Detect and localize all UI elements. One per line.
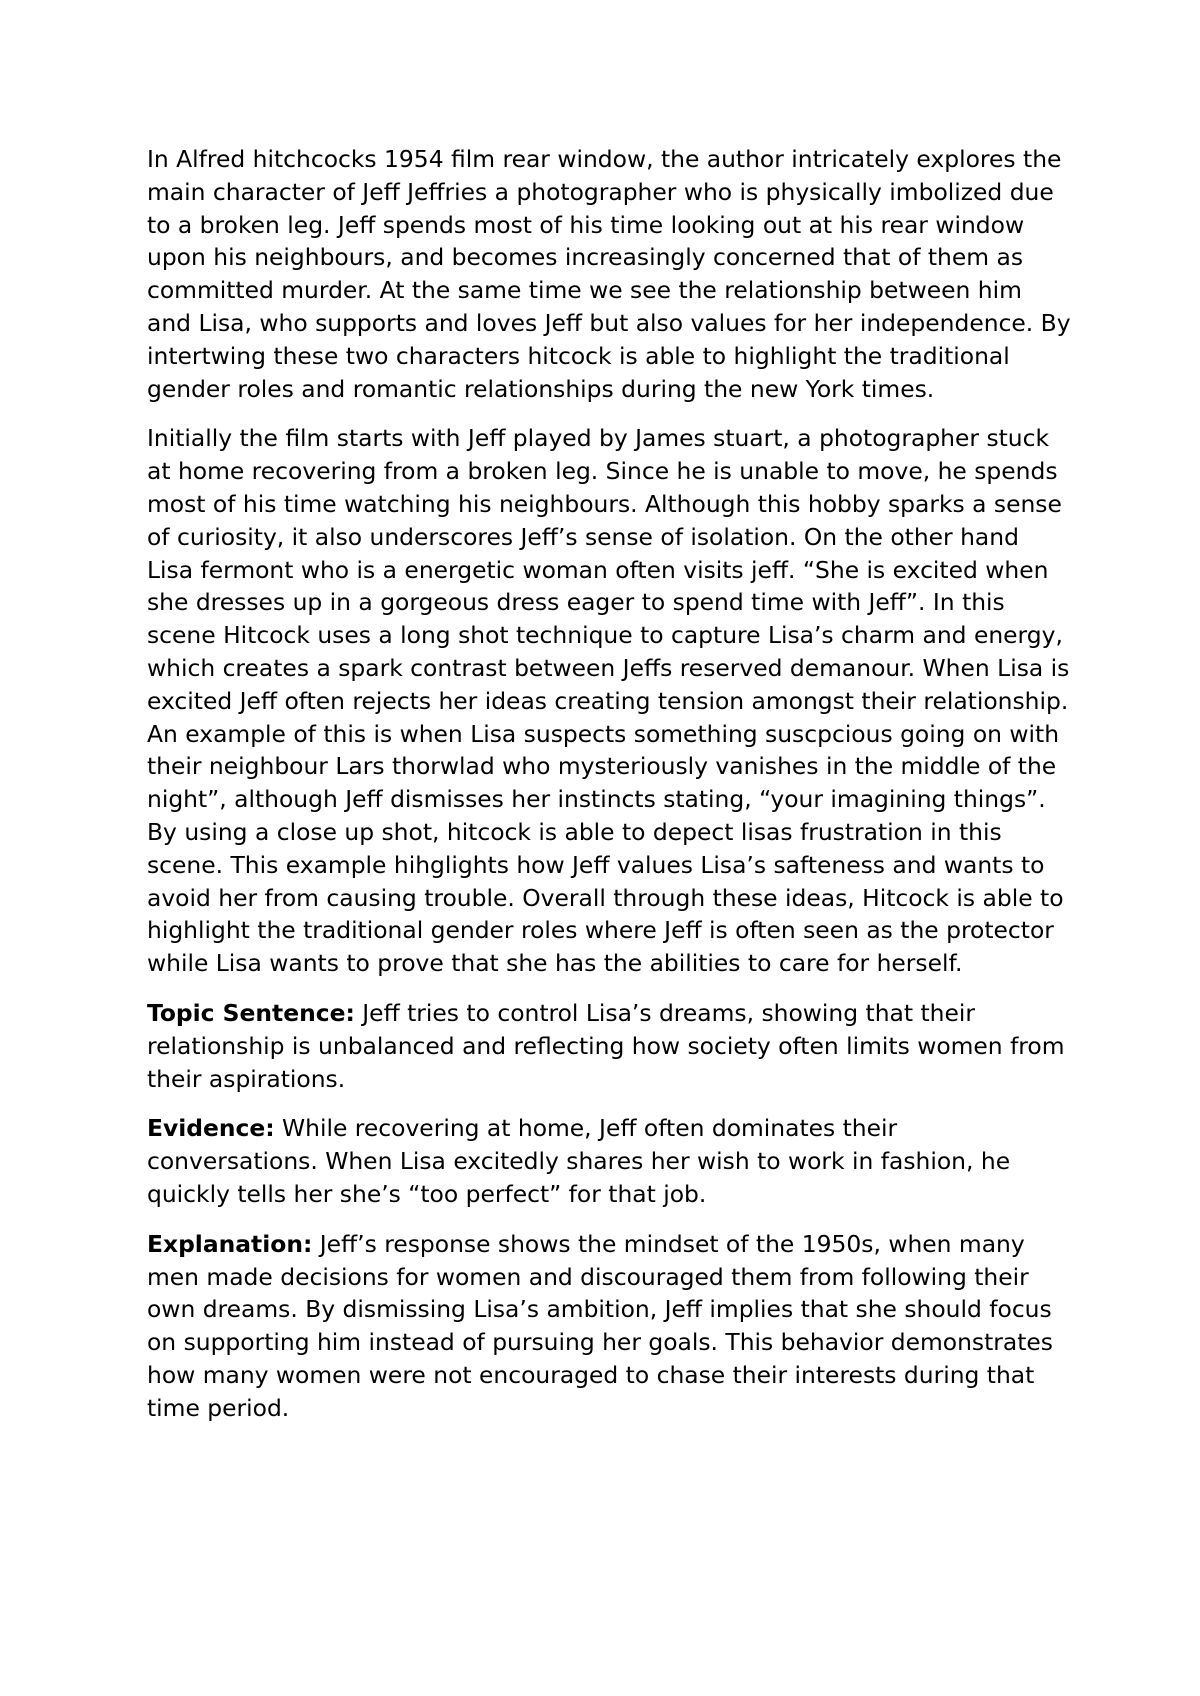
explanation-text: Jeff’s response shows the mindset of the 1950s, when many men made decisions for women and discouraged them from following their own dreams. By dismissing Lisa’s ambition, Jeff implies that she should focus on supporting him instead of pursuing her goals. This behavior demonstrates how many women were not encouraged to chase their interests during that time period. xyxy=(147,1229,1053,1422)
document-body xyxy=(147,143,1072,1441)
evidence-label: Evidence: xyxy=(147,1114,275,1143)
evidence-paragraph xyxy=(147,1112,1072,1210)
explanation-label: Explanation: xyxy=(147,1229,313,1258)
body-paragraph: Initially the film starts with Jeff played by James stuart, a photographer stuck at home recovering from a broken leg. Since he is unable to move, he spends most of his time watching his neighbours. Although this hobby sparks a sense of curiosity, it also underscores Jeff’s sense of isolation. On the other hand Lisa fermont who is a energetic woman often visits jeff. “She is excited when she dresses up in a gorgeous dress eager to spend time with Jeff”. In this scene Hitcock uses a long shot technique to capture Lisa’s charm and energy, which creates a spark contrast between Jeffs reserved demanour. When Lisa is excited Jeff often rejects her ideas creating tension amongst their relationship. An example of this is when Lisa suspects something suscpcious going on with their neighbour Lars thorwlad who mysteriously vanishes in the middle of the night”, although Jeff dismisses her instincts stating, “your imagining things”. By using a close up shot, hitcock is able to depect lisas frustration in this scene. This example hihglights how Jeff values Lisa’s safteness and wants to avoid her from causing trouble. Overall through these ideas, Hitcock is able to highlight the traditional gender roles where Jeff is often seen as the protector while Lisa wants to prove that she has the abilities to care for herself. xyxy=(147,424,1070,978)
topic-sentence-text: Jeff tries to control Lisa’s dreams, showing that their relationship is unbalanced and reflecting how society often limits women from their aspirations. xyxy=(147,998,1065,1093)
topic-sentence-paragraph xyxy=(147,997,1072,1095)
topic-sentence-label: Topic Sentence: xyxy=(147,998,355,1027)
explanation-paragraph xyxy=(147,1228,1072,1425)
intro-paragraph: In Alfred hitchcocks 1954 film rear window, the author intricately explores the main character of Jeff Jeffries a photographer who is physically imbolized due to a broken leg. Jeff spends most of his time looking out at his rear window upon his neighbours, and becomes increasingly concerned that of them as committed murder. At the same time we see the relationship between him and Lisa, who supports and loves Jeff but also values for her independence. By intertwing these two characters hitcock is able to highlight the traditional gender roles and romantic relationships during the new York times. xyxy=(147,145,1071,403)
evidence-text: While recovering at home, Jeff often dominates their conversations. When Lisa excitedly shares her wish to work in fashion, he quickly tells her she’s “too perfect” for that job. xyxy=(147,1114,1011,1208)
